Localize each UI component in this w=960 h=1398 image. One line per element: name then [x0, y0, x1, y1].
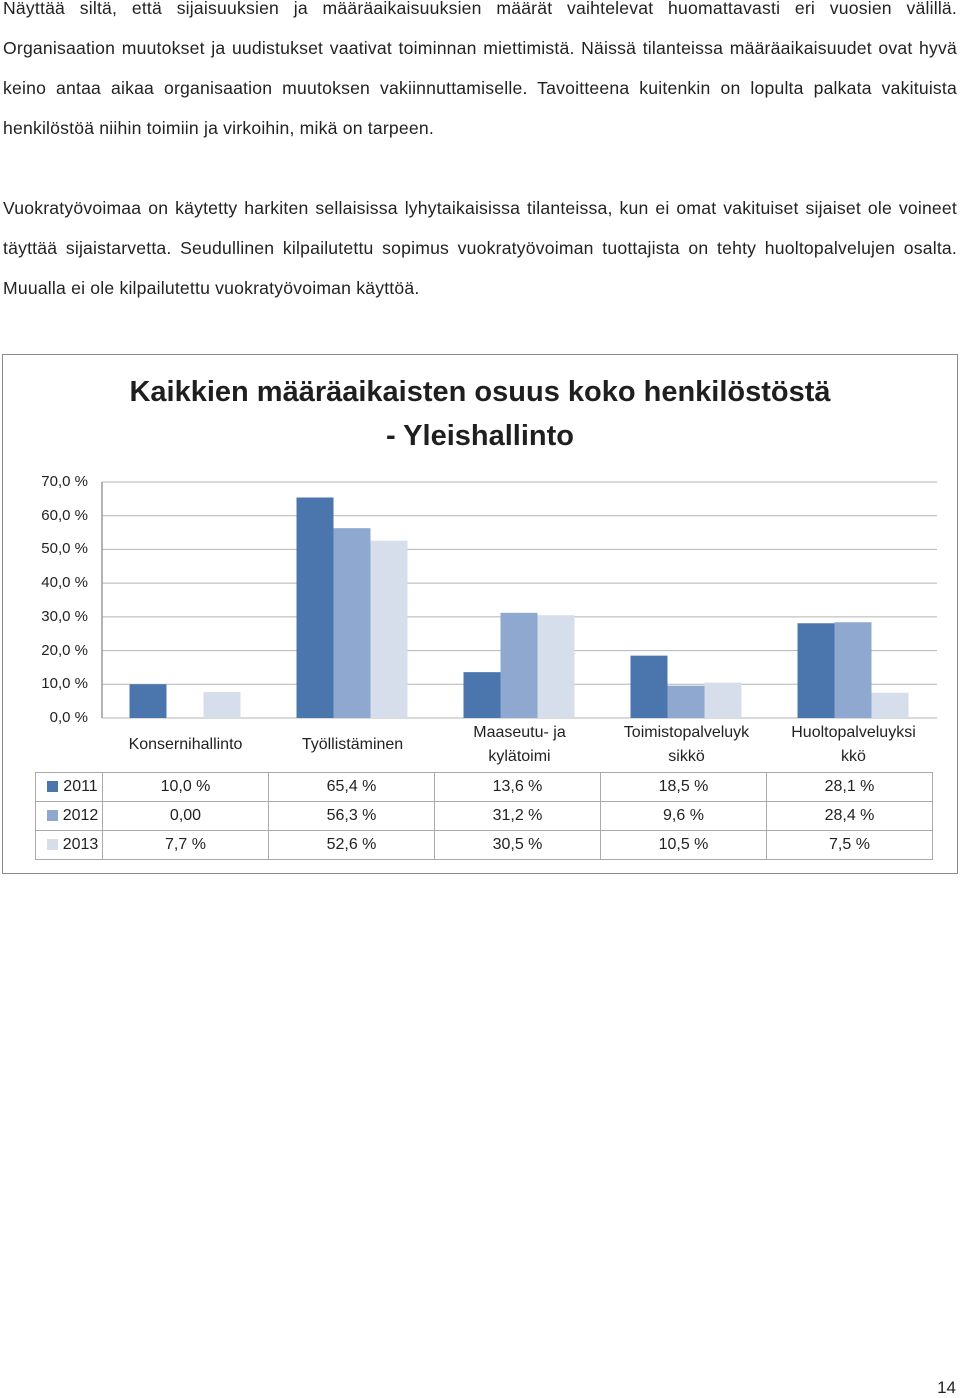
paragraph-temp-workforce: Vuokratyövoimaa on käytetty harkiten sellaisissa lyhytaikaisissa tilanteissa, kun ei omat vakituiset sijaiset ole voineet täyttää sijaistarvetta. Seudullinen kilpailutettu sopimus vuokratyövoiman tuottajista on tehty huoltopalvelujen osalta. Muualla ei ole kilpailutettu vuokratyövoiman käyttöä. [3, 198, 957, 298]
data-value-cell: 52,6 % [269, 831, 435, 860]
chart-title-line-2: - Yleishallinto [385, 420, 574, 452]
y-tick-label: 60,0 % [41, 506, 88, 524]
category-label-line: Työllistäminen [301, 736, 404, 753]
y-tick-label: 10,0 % [41, 675, 88, 693]
data-value-cell: 10,5 % [601, 831, 767, 860]
data-value-cell: 65,4 % [269, 773, 435, 802]
bar-2011-2 [297, 498, 334, 718]
chart-data-table [35, 772, 933, 860]
y-tick-label: 0,0 % [49, 709, 88, 726]
y-tick-label: 50,0 % [41, 540, 88, 558]
bar-2012-5 [835, 622, 872, 718]
bar-2013-3 [538, 615, 575, 718]
data-value-cell: 0,00 [103, 802, 269, 831]
data-value-cell: 7,7 % [103, 831, 269, 860]
series-legend-cell [36, 831, 103, 860]
data-value-cell: 10,0 % [103, 773, 269, 802]
data-table-row [36, 802, 933, 831]
bar-2012-3 [501, 613, 538, 718]
data-table-row [36, 831, 933, 860]
bar-2011-3 [464, 672, 501, 718]
bar-2011-5 [798, 623, 835, 718]
series-name: 2011 [63, 778, 98, 795]
series-legend-cell [36, 802, 103, 831]
category-label [269, 733, 436, 757]
category-label-line: sikkö [668, 748, 705, 765]
category-label-line: Maaseutu- ja [473, 724, 566, 741]
bar-2013-5 [872, 693, 909, 718]
legend-swatch [47, 839, 58, 850]
bar-2011-4 [631, 656, 668, 718]
data-value-cell: 7,5 % [767, 831, 933, 860]
category-label [436, 721, 603, 769]
bar-2013-4 [705, 683, 742, 718]
data-value-cell: 9,6 % [601, 802, 767, 831]
category-label [102, 733, 269, 757]
legend-swatch [47, 810, 58, 821]
category-label-line: Konsernihallinto [128, 736, 243, 753]
series-name: 2013 [62, 836, 99, 853]
category-label-line: Toimistopalveluyk [623, 724, 750, 741]
page-number: 14 [937, 1378, 956, 1397]
y-tick-label: 20,0 % [41, 641, 88, 659]
y-tick-label: 70,0 % [41, 473, 88, 490]
data-value-cell: 28,4 % [767, 802, 933, 831]
legend-swatch [47, 781, 58, 792]
bar-2013-1 [204, 692, 241, 718]
category-label-line: kkö [841, 748, 866, 765]
data-value-cell: 56,3 % [269, 802, 435, 831]
data-value-cell: 13,6 % [435, 773, 601, 802]
series-legend-cell [36, 773, 103, 802]
bar-2012-4 [668, 686, 705, 718]
data-value-cell: 18,5 % [601, 773, 767, 802]
bar-2011-1 [130, 684, 167, 718]
category-label-line: Huoltopalveluyksi [791, 724, 916, 741]
data-table-row [36, 773, 933, 802]
data-value-cell: 30,5 % [435, 831, 601, 860]
bar-2012-2 [334, 528, 371, 718]
bar-2013-2 [371, 541, 408, 718]
category-label [770, 721, 937, 769]
series-name: 2012 [62, 807, 99, 824]
category-label-line: kylätoimi [488, 748, 551, 765]
y-tick-label: 30,0 % [41, 607, 88, 625]
y-tick-label: 40,0 % [41, 574, 88, 592]
chart-title-line-1: Kaikkien määräaikaisten osuus koko henkilöstöstä [129, 376, 831, 408]
paragraph-intro: Näyttää siltä, että sijaisuuksien ja määräaikaisuuksien määrät vaihtelevat huomattavasti eri vuosien välillä. Organisaation muutokset ja uudistukset vaativat toiminnan miettimistä. Näissä tilanteissa määräaikaisuudet ovat hyvä keino antaa aikaa organisaation muutoksen vakiinnuttamiselle. Tavoitteena kuitenkin on lopulta palkata vakituista henkilöstöä niihin toimiin ja virkoihin, mikä on tarpeen. [3, 0, 957, 138]
data-value-cell: 28,1 % [767, 773, 933, 802]
data-value-cell: 31,2 % [435, 802, 601, 831]
category-label [603, 721, 770, 769]
